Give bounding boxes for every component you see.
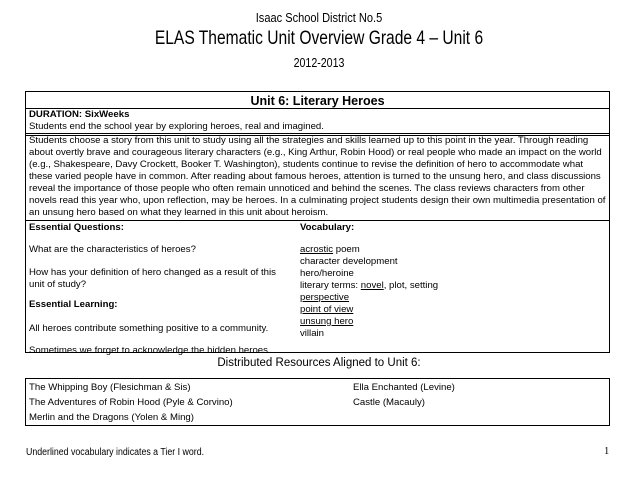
unit-title: Unit 6: Literary Heroes <box>250 94 385 108</box>
unit-duration: DURATION: SixWeeks <box>29 109 130 120</box>
essential-questions-heading: Essential Questions: <box>29 222 124 233</box>
question-item: unit of study? <box>29 279 87 290</box>
divider <box>26 220 609 221</box>
unit-overview-box <box>25 91 610 356</box>
resources-heading: Distributed Resources Aligned to Unit 6: <box>217 357 421 369</box>
vocab-item: character development <box>300 256 398 267</box>
description-line: novels read this year who, upon reflection, may be heroes. In a culminating project students design their own multimedia presentation of <box>29 195 606 206</box>
description-line: (e.g., Shakespeare, Davy Crockett, Booker T. Washington), students continue to revise the definition of hero to accommodate what <box>29 159 584 170</box>
description-line: these varied people have in common. After reading about famous heroes, attention is turned to the unsung hero, and class discussions <box>29 171 601 182</box>
school-year: 2012-2013 <box>293 56 345 70</box>
vocab-item: unsung hero <box>300 316 354 327</box>
vocab-item: point of view <box>300 304 354 315</box>
page-number: 1 <box>604 446 610 457</box>
resource-item: The Adventures of Robin Hood (Pyle & Corvino) <box>29 397 233 408</box>
vocabulary-heading: Vocabulary: <box>300 222 355 233</box>
learning-item: All heroes contribute something positive to a community. <box>29 323 269 334</box>
vocab-item: perspective <box>300 292 350 303</box>
resource-item: Ella Enchanted (Levine) <box>353 382 455 393</box>
footer-note: Underlined vocabulary indicates a Tier I word. <box>26 447 205 458</box>
description-line: an unsung hero based on what they learned in this unit about heroism. <box>29 207 329 218</box>
question-item: How has your definition of hero changed as a result of this <box>29 267 276 278</box>
resource-item: Castle (Macauly) <box>353 397 425 408</box>
vocab-item: literary terms: novel, plot, setting <box>300 280 439 291</box>
description-line: reveal the importance of those people who often remain unnoticed and behind the scenes. The class reviews characters from other <box>29 183 585 194</box>
essential-learning-heading: Essential Learning: <box>29 299 118 310</box>
vocab-term: novel <box>360 280 384 291</box>
resource-item: The Whipping Boy (Flesichman & Sis) <box>29 382 191 393</box>
vocab-item: villain <box>300 328 324 339</box>
district-name: Isaac School District No.5 <box>255 10 383 25</box>
description-line: Students choose a story from this unit to study using all the strategies and skills learned up to this point in the year. Through reading <box>29 135 589 146</box>
document-title: ELAS Thematic Unit Overview Grade 4 – Unit 6 <box>154 27 484 49</box>
unit-summary: Students end the school year by exploring heroes, real and imagined. <box>29 121 324 132</box>
question-item: What are the characteristics of heroes? <box>29 244 196 255</box>
resource-item: Merlin and the Dragons (Yolen & Ming) <box>29 412 194 423</box>
vocab-item: hero/heroine <box>300 268 354 279</box>
vocab-term: acrostic <box>300 244 334 255</box>
vocab-item: acrostic poem <box>300 244 360 255</box>
learning-item: Sometimes we forget to acknowledge the hidden heroes. <box>29 345 271 356</box>
divider <box>26 133 609 134</box>
description-line: about overtly brave and courageous literary characters (e.g., King Arthur, Robin Hood) or real people who made an impact on the world <box>29 147 602 158</box>
resources-box <box>25 378 610 426</box>
